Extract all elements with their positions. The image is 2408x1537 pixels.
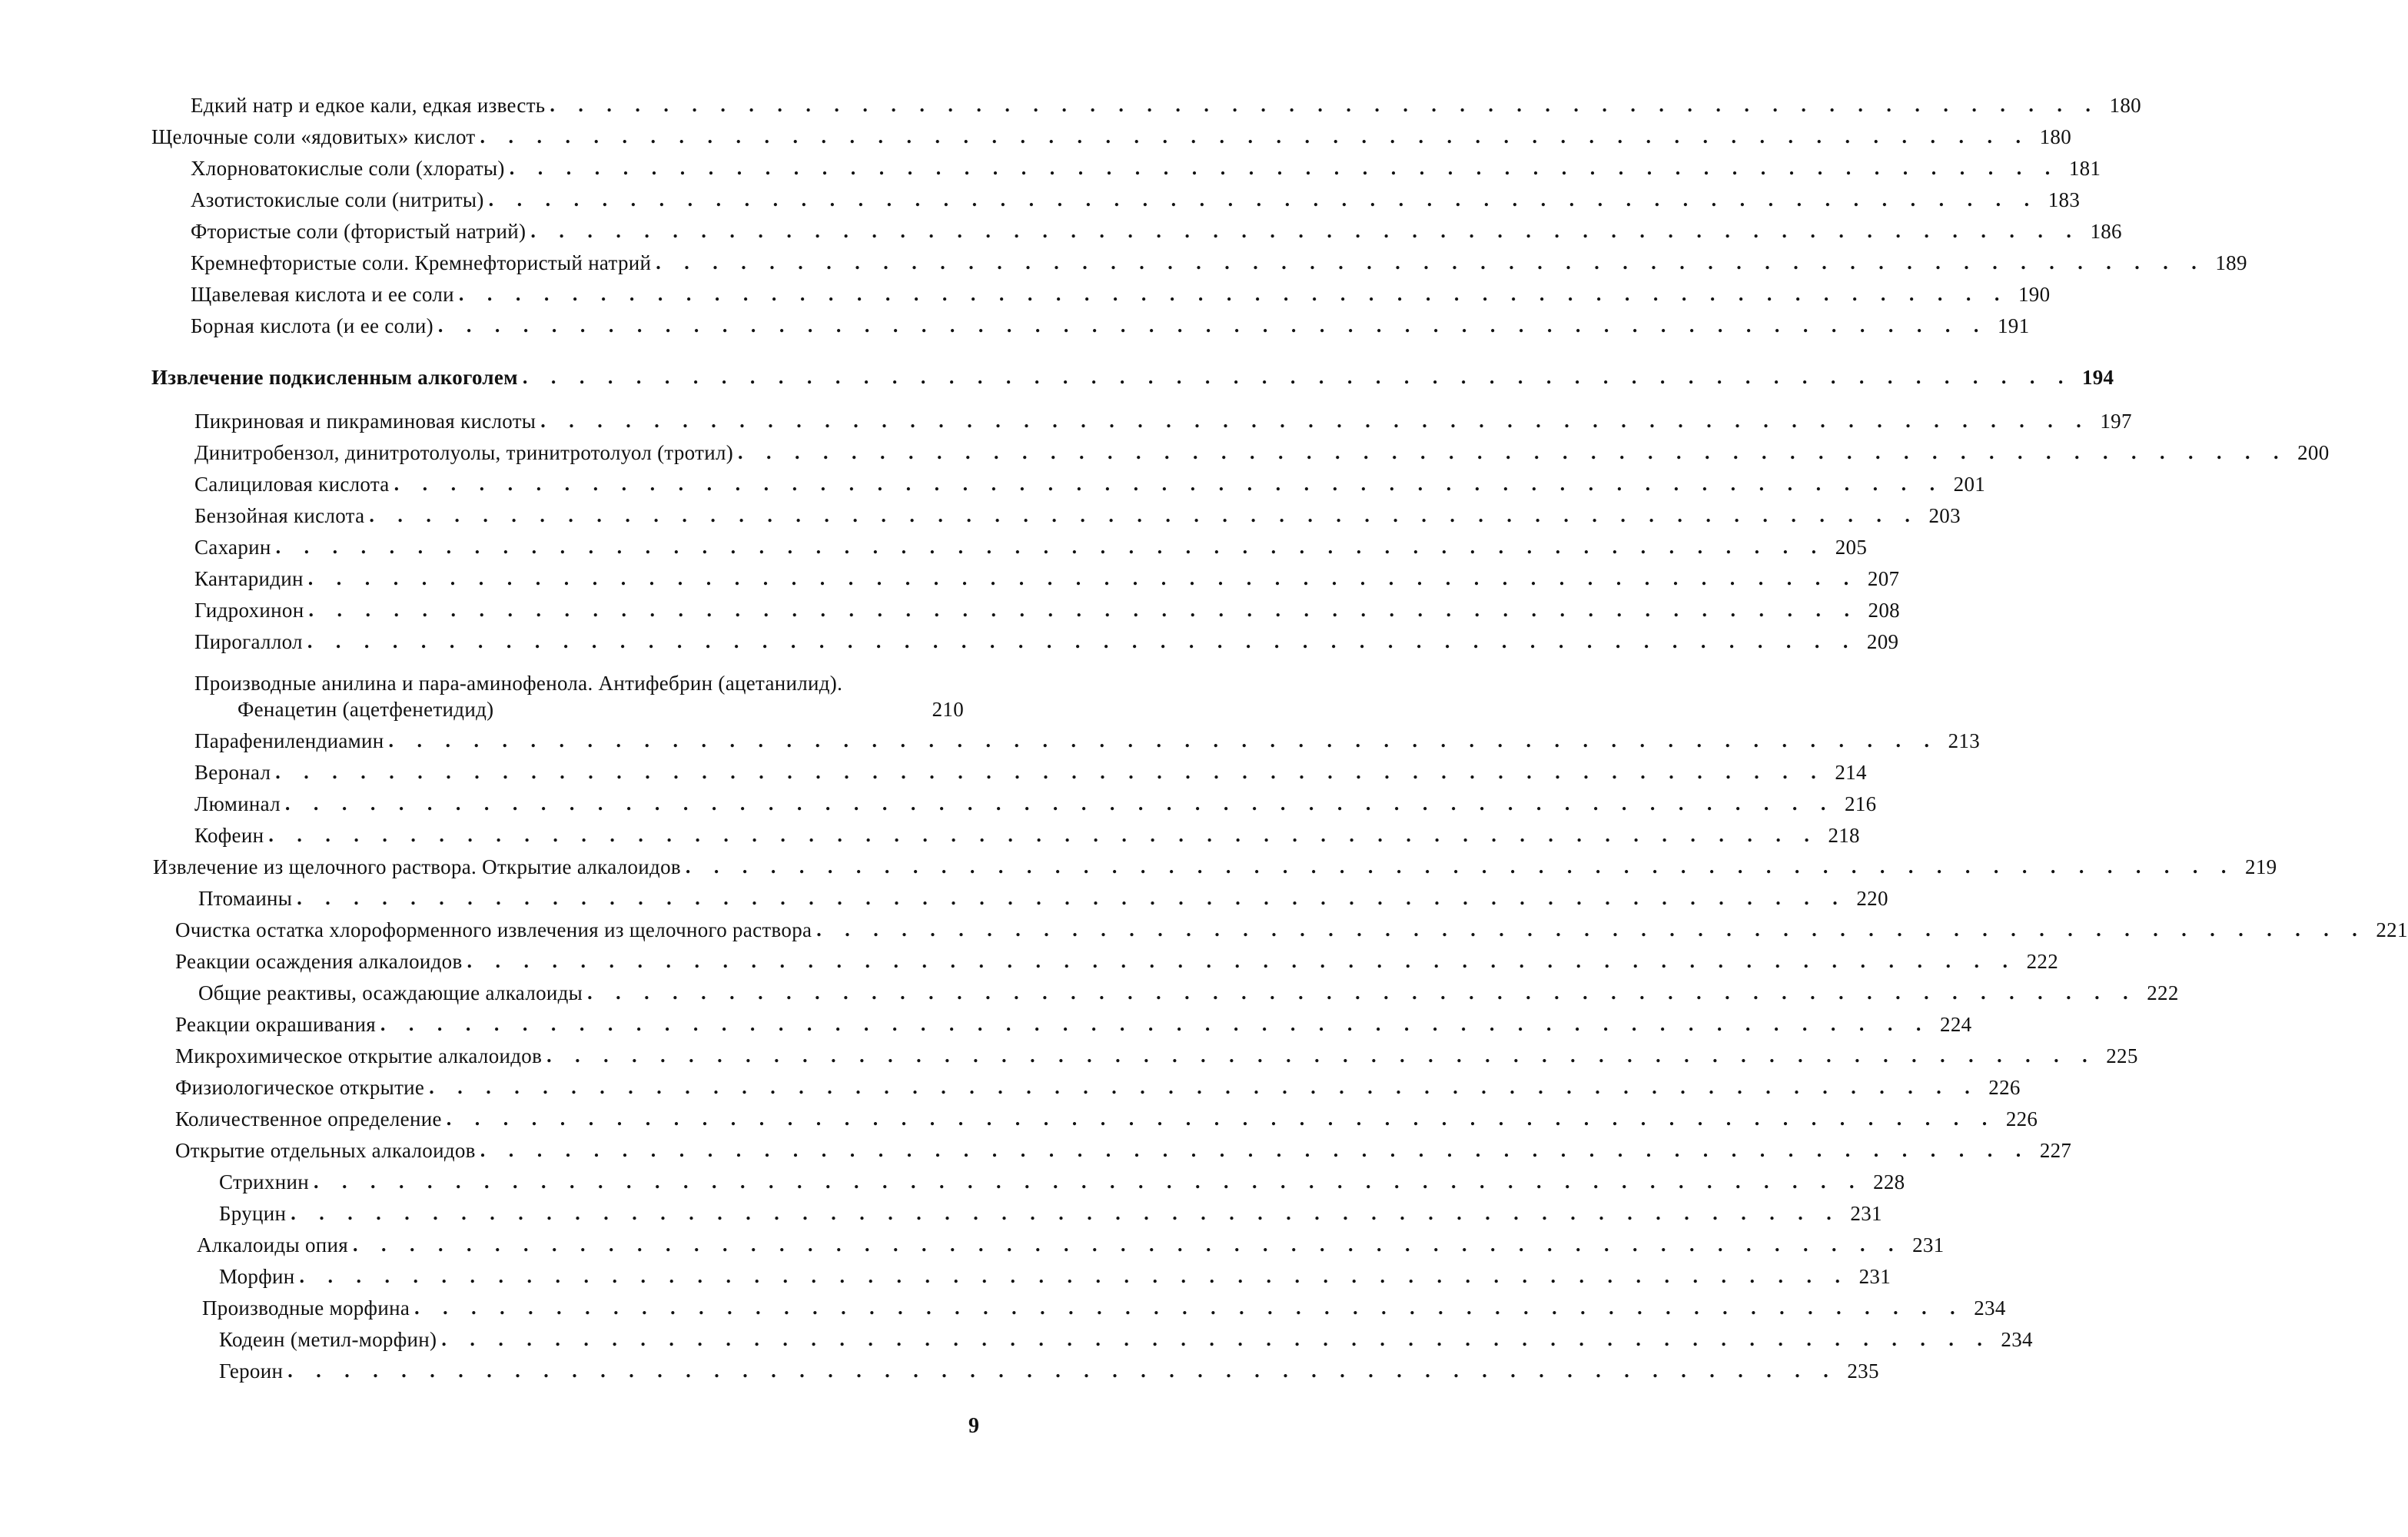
dot-leader: . . . . . . . . . . . . . . . . . . . . . . . . . . . . . . . . . . . . . . . . . . . . . . . . . . . . . . . bbox=[275, 761, 1825, 783]
toc-entry bbox=[194, 818, 1860, 848]
toc-entry bbox=[197, 1227, 1945, 1258]
toc-entry-title: Производные анилина и пара-аминофенола. Антифебрин (ацетанилид). bbox=[194, 672, 843, 695]
toc-entry bbox=[191, 151, 2101, 181]
toc-entry bbox=[175, 1133, 2072, 1164]
toc-entry bbox=[219, 1353, 1879, 1384]
toc-entry bbox=[175, 1038, 2138, 1069]
dot-leader: . . . . . . . . . . . . . . . . . . . . . . . . . . . . . . . . . . . . . . . . . . . . . . . . . . . . . . . bbox=[284, 792, 1835, 815]
toc-entry-page: 189 bbox=[2215, 251, 2247, 274]
dot-leader: . . . . . . . . . . . . . . . . . . . . . . . . . . . . . . . . . . . . . . . . . . . . . . . . . . . . . . . bbox=[313, 1170, 1864, 1193]
dot-leader: . . . . . . . . . . . . . . . . . . . . . . . . . . . . . . . . . . . . . . . . . . . . . . . . . . . . . . . bbox=[291, 1202, 1841, 1224]
toc-entry-page: 226 bbox=[1988, 1076, 2021, 1099]
toc-entry bbox=[219, 1196, 1882, 1227]
toc-entry-page: 216 bbox=[1845, 792, 1877, 815]
dot-leader: . . . . . . . . . . . . . . . . . . . . . . . . . . . . . . . . . . . . . . . . . . . . . . . . . . . . . . . bbox=[380, 1013, 1931, 1035]
toc-entry bbox=[219, 1259, 1892, 1290]
toc-entry-page: 234 bbox=[2001, 1328, 2033, 1351]
toc-entry-title: Люминал bbox=[194, 792, 281, 815]
toc-entry-page: 220 bbox=[1856, 887, 1888, 910]
dot-leader: . . . . . . . . . . . . . . . . . . . . . . . . . . . . . . . . . . . . . . . . . . . . . . . . . . . . . . . bbox=[437, 314, 1988, 337]
toc-entry-title: Пирогаллол bbox=[194, 630, 303, 653]
dot-leader: . . . . . . . . . . . . . . . . . . . . . . . . . . . . . . . . . . . . . . . . . . . . . . . . . . . . . . . bbox=[369, 504, 1919, 526]
toc-entry-page: 180 bbox=[2039, 125, 2072, 148]
toc-entry bbox=[202, 1290, 2006, 1321]
toc-entry-page: 228 bbox=[1873, 1170, 1905, 1193]
toc-entry-title: Количественное определение bbox=[175, 1107, 442, 1130]
dot-leader: . . . . . . . . . . . . . . . . . . . . . . . . . . . . . . . . . . . . . . . . . . . . . . . . . . . . . . . bbox=[287, 1359, 1838, 1382]
toc-entry bbox=[219, 1164, 1905, 1195]
toc-entry-title: Алкалоиды опия bbox=[197, 1233, 348, 1256]
toc-entry-title: Фтористые соли (фтористый натрий) bbox=[191, 220, 526, 243]
toc-entry bbox=[194, 593, 1900, 623]
toc-entry-page: 235 bbox=[1847, 1359, 1879, 1383]
dot-leader: . . . . . . . . . . . . . . . . . . . . . . . . . . . . . . . . . . . . . . . . . . . . . . . . . . . . . . . bbox=[429, 1076, 1979, 1098]
toc-entry-page: 208 bbox=[1868, 599, 1900, 622]
dot-leader: . . . . . . . . . . . . . . . . . . . . . . . . . . . . . . . . . . . . . . . . . . . . . . . . . . . . . . . bbox=[297, 887, 1847, 909]
toc-entry bbox=[194, 561, 1900, 592]
dot-leader: . . . . . . . . . . . . . . . . . . . . . . . . . . . . . . . . . . . . . . . . . . . . . . . . . . . . . . . bbox=[509, 157, 2060, 179]
toc-entry-title: Кофеин bbox=[194, 824, 264, 847]
toc-entry-title: Извлечение подкисленным алкоголем bbox=[151, 366, 518, 389]
toc-section-heading bbox=[151, 360, 2114, 390]
toc-entry-page: 209 bbox=[1866, 630, 1899, 653]
toc-entry bbox=[194, 435, 2330, 466]
toc-entry bbox=[175, 944, 2059, 974]
toc-entry bbox=[151, 119, 2072, 150]
dot-leader: . . . . . . . . . . . . . . . . . . . . . . . . . . . . . . . . . . . . . . . . . . . . . . . . . . . . . . . bbox=[441, 1328, 1991, 1350]
toc-entry bbox=[194, 498, 1961, 529]
toc-entry bbox=[198, 975, 2179, 1006]
toc-entry-page: 207 bbox=[1867, 567, 1900, 590]
toc-entry-page: 183 bbox=[2048, 188, 2081, 211]
toc-entry-page: 191 bbox=[1997, 314, 2030, 337]
dot-leader: . . . . . . . . . . . . . . . . . . . . . . . . . . . . . . . . . . . . . . . . . . . . . . . . . . . . . . . bbox=[480, 125, 2031, 148]
toc-entry bbox=[175, 1070, 2021, 1100]
toc-entry-title: Производные морфина bbox=[202, 1296, 410, 1320]
dot-leader: . . . . . . . . . . . . . . . . . . . . . . . . . . . . . . . . . . . . . . . . . . . . . . . . . . . . . . . bbox=[307, 630, 1858, 652]
toc-entry bbox=[194, 529, 1868, 560]
toc-entry-title: Салициловая кислота bbox=[194, 473, 390, 496]
toc-entry bbox=[194, 755, 1867, 785]
toc-entry-page: 197 bbox=[2100, 410, 2132, 433]
toc-entry-title: Парафенилендиамин bbox=[194, 729, 384, 752]
toc-entry-page: 219 bbox=[2245, 855, 2277, 878]
toc-entry-page: 214 bbox=[1835, 761, 1867, 784]
toc-entry-title: Кантаридин bbox=[194, 567, 304, 590]
toc-entry-page: 222 bbox=[2147, 981, 2179, 1004]
toc-entry-page: 180 bbox=[2109, 94, 2141, 117]
dot-leader: . . . . . . . . . . . . . . . . . . . . . . . . . . . . . . . . . . . . . . . . . . . . . . . . . . . . . . . bbox=[307, 567, 1858, 589]
dot-leader: . . . . . . . . . . . . . . . . . . . . . . . . . . . . . . . . . . . . . . . . . . . . . . . . . . . . . . . bbox=[414, 1296, 1965, 1319]
toc-entry-title: Очистка остатка хлороформенного извлечения из щелочного раствора bbox=[175, 918, 812, 941]
toc-entry-title: Общие реактивы, осаждающие алкалоиды bbox=[198, 981, 583, 1004]
dot-leader: . . . . . . . . . . . . . . . . . . . . . . . . . . . . . . . . . . . . . . . . . . . . . . . . . . . . . . . bbox=[522, 366, 2073, 388]
toc-entry-page: 213 bbox=[1948, 729, 1981, 752]
toc-entry-title: Веронал bbox=[194, 761, 271, 784]
toc-entry-title: Щавелевая кислота и ее соли bbox=[191, 283, 454, 306]
toc-entry-title: Азотистокислые соли (нитриты) bbox=[191, 188, 484, 211]
dot-leader: . . . . . . . . . . . . . . . . . . . . . . . . . . . . . . . . . . . . . . . . . . . . . . . . . . . . . . . bbox=[530, 220, 2081, 242]
toc-entry-page: 205 bbox=[1835, 536, 1868, 559]
toc-entry bbox=[191, 182, 2081, 213]
toc-entry-title: Стрихнин bbox=[219, 1170, 309, 1193]
dot-leader: . . . . . . . . . . . . . . . . . . . . . . . . . . . . . . . . . . . . . . . . . . . . . . . . . . . . . . . bbox=[816, 918, 2366, 941]
toc-entry-multiline bbox=[194, 666, 964, 722]
dot-leader: . . . . . . . . . . . . . . . . . . . . . . . . . . . . . . . . . . . . . . . . . . . . . . . . . . . . . . . bbox=[394, 473, 1945, 495]
toc-entry-title: Едкий натр и едкое кали, едкая известь bbox=[191, 94, 546, 117]
toc-entry bbox=[175, 1101, 2038, 1132]
toc-entry-title-continuation: Фенацетин (ацетфенетидид) bbox=[237, 698, 494, 721]
toc-entry-page: 221 bbox=[2376, 918, 2408, 941]
page-number: 9 bbox=[968, 1414, 979, 1438]
toc-entry-title: Кодеин (метил-морфин) bbox=[219, 1328, 437, 1351]
toc-entry bbox=[198, 881, 1888, 911]
toc-entry-page: 186 bbox=[2090, 220, 2122, 243]
toc-entry-title: Реакции осаждения алкалоидов bbox=[175, 950, 463, 973]
toc-entry-title: Физиологическое открытие bbox=[175, 1076, 425, 1099]
toc-entry-title: Микрохимическое открытие алкалоидов bbox=[175, 1044, 543, 1067]
toc-entry-page: 231 bbox=[1850, 1202, 1882, 1225]
dot-leader: . . . . . . . . . . . . . . . . . . . . . . . . . . . . . . . . . . . . . . . . . . . . . . . . . . . . . . . bbox=[550, 94, 2100, 116]
dot-leader: . . . . . . . . . . . . . . . . . . . . . . . . . . . . . . . . . . . . . . . . . . . . . . . . . . . . . . . bbox=[446, 1107, 1997, 1130]
toc-entry-page: 231 bbox=[1858, 1265, 1892, 1288]
toc-entry-page: 224 bbox=[1940, 1013, 1972, 1036]
toc-entry bbox=[194, 466, 1986, 497]
dot-leader: . . . . . . . . . . . . . . . . . . . . . . . . . . . . . . . . . . . . . . . . . . . . . . . . . . . . . . . bbox=[656, 251, 2206, 274]
toc-entry-page: 194 bbox=[2081, 366, 2114, 389]
toc-entry-title: Хлорноватокислые соли (хлораты) bbox=[191, 157, 505, 180]
toc-entry-title: Сахарин bbox=[194, 536, 271, 559]
toc-entry bbox=[175, 1007, 1972, 1037]
dot-leader: . . . . . . . . . . . . . . . . . . . . . . . . . . . . . . . . . . . . . . . . . . . . . . . . . . . . . . . bbox=[546, 1044, 2097, 1067]
toc-entry-page: 227 bbox=[2039, 1139, 2072, 1162]
toc-entry bbox=[194, 786, 1877, 817]
toc-entry bbox=[219, 1322, 2033, 1353]
toc-entry-title: Кремнефтористые соли. Кремнефтористый натрий bbox=[191, 251, 652, 274]
dot-leader: . . . . . . . . . . . . . . . . . . . . . . . . . . . . . . . . . . . . . . . . . . . . . . . . . . . . . . . bbox=[467, 950, 2018, 972]
toc-entry-page: 200 bbox=[2297, 441, 2330, 464]
toc-entry bbox=[191, 245, 2247, 276]
dot-leader: . . . . . . . . . . . . . . . . . . . . . . . . . . . . . . . . . . . . . . . . . . . . . . . . . . . . . . . bbox=[480, 1139, 2031, 1161]
toc-entry-page: 203 bbox=[1928, 504, 1961, 527]
toc-entry-title: Пикриновая и пикраминовая кислоты bbox=[194, 410, 536, 433]
dot-leader: . . . . . . . . . . . . . . . . . . . . . . . . . . . . . . . . . . . . . . . . . . . . . . . . . . . . . . . bbox=[587, 981, 2137, 1004]
toc-entry-page: 226 bbox=[2005, 1107, 2038, 1130]
toc-entry-page: 190 bbox=[2018, 283, 2051, 306]
toc-entry bbox=[191, 277, 2051, 307]
dot-leader: . . . . . . . . . . . . . . . . . . . . . . . . . . . . . . . . . . . . . . . . . . . . . . . . . . . . . . . bbox=[738, 441, 2288, 463]
toc-entry-title: Динитробензол, динитротолуолы, тринитротолуол (тротил) bbox=[194, 441, 734, 464]
toc-entry bbox=[175, 912, 2408, 943]
dot-leader: . . . . . . . . . . . . . . . . . . . . . . . . . . . . . . . . . . . . . . . . . . . . . . . . . . . . . . . bbox=[268, 824, 1818, 846]
toc-entry-title: Извлечение из щелочного раствора. Открытие алкалоидов bbox=[153, 855, 681, 878]
dot-leader: . . . . . . . . . . . . . . . . . . . . . . . . . . . . . . . . . . . . . . . . . . . . . . . . . . . . . . . bbox=[352, 1233, 1903, 1256]
toc-entry bbox=[194, 403, 2132, 434]
toc-entry-title: Бензойная кислота bbox=[194, 504, 365, 527]
toc-entry-title: Открытие отдельных алкалоидов bbox=[175, 1139, 476, 1162]
dot-leader: . . . . . . . . . . . . . . . . . . . . . . . . . . . . . . . . . . . . . . . . . . . . . . . . . . . . . . . bbox=[540, 410, 2091, 432]
dot-leader: . . . . . . . . . . . . . . . . . . . . . . . . . . . . . . . . . . . . . . . . . . . . . . . . . . . . . . . bbox=[388, 729, 1939, 752]
toc-entry-page: 201 bbox=[1953, 473, 1986, 496]
toc-entry-title: Героин bbox=[219, 1359, 284, 1383]
dot-leader: . . . . . . . . . . . . . . . . . . . . . . . . . . . . . . . . . . . . . . . . . . . . . . . . . . . . . . . bbox=[299, 1265, 1850, 1287]
toc-entry-page: 218 bbox=[1828, 824, 1860, 847]
toc-entry-title: Щелочные соли «ядовитых» кислот bbox=[151, 125, 476, 148]
toc-entry bbox=[191, 214, 2122, 244]
toc-entry-title: Бруцин bbox=[219, 1202, 287, 1225]
toc-entry bbox=[194, 723, 1981, 754]
toc-entry-title: Борная кислота (и ее соли) bbox=[191, 314, 433, 337]
toc-entry-title: Гидрохинон bbox=[194, 599, 304, 622]
toc-entry-page: 222 bbox=[2026, 950, 2059, 973]
toc-entry bbox=[191, 308, 2030, 339]
dot-leader: . . . . . . . . . . . . . . . . . . . . . . . . . . . . . . . . . . . . . . . . . . . . . . . . . . . . . . . bbox=[275, 536, 1826, 558]
toc-entry bbox=[191, 88, 2141, 118]
toc-entry-title: Птомаины bbox=[198, 887, 293, 910]
toc-entry-page: 234 bbox=[1974, 1296, 2006, 1320]
dot-leader: . . . . . . . . . . . . . . . . . . . . . . . . . . . . . . . . . . . . . . . . . . . . . . . . . . . . . . . bbox=[488, 188, 2039, 211]
toc-entry-page: 225 bbox=[2106, 1044, 2138, 1067]
toc-entry-page: 181 bbox=[2068, 157, 2101, 180]
toc-entry-page: 231 bbox=[1912, 1233, 1945, 1256]
dot-leader: . . . . . . . . . . . . . . . . . . . . . . . . . . . . . . . . . . . . . . . . . . . . . . . . . . . . . . . bbox=[308, 599, 1858, 621]
toc-entry bbox=[194, 624, 1899, 655]
dot-leader: . . . . . . . . . . . . . . . . . . . . . . . . . . . . . . . . . . . . . . . . . . . . . . . . . . . . . . . bbox=[685, 855, 2236, 878]
toc-entry-title: Реакции окрашивания bbox=[175, 1013, 376, 1036]
toc-entry-page: 210 bbox=[932, 698, 964, 721]
toc-entry bbox=[153, 849, 2277, 880]
toc-entry-title: Морфин bbox=[219, 1265, 295, 1288]
dot-leader: . . . . . . . . . . . . . . . . . . . . . . . . . . . . . . . . . . . . . . . . . . . . . . . . . . . . . . . bbox=[458, 283, 2009, 305]
